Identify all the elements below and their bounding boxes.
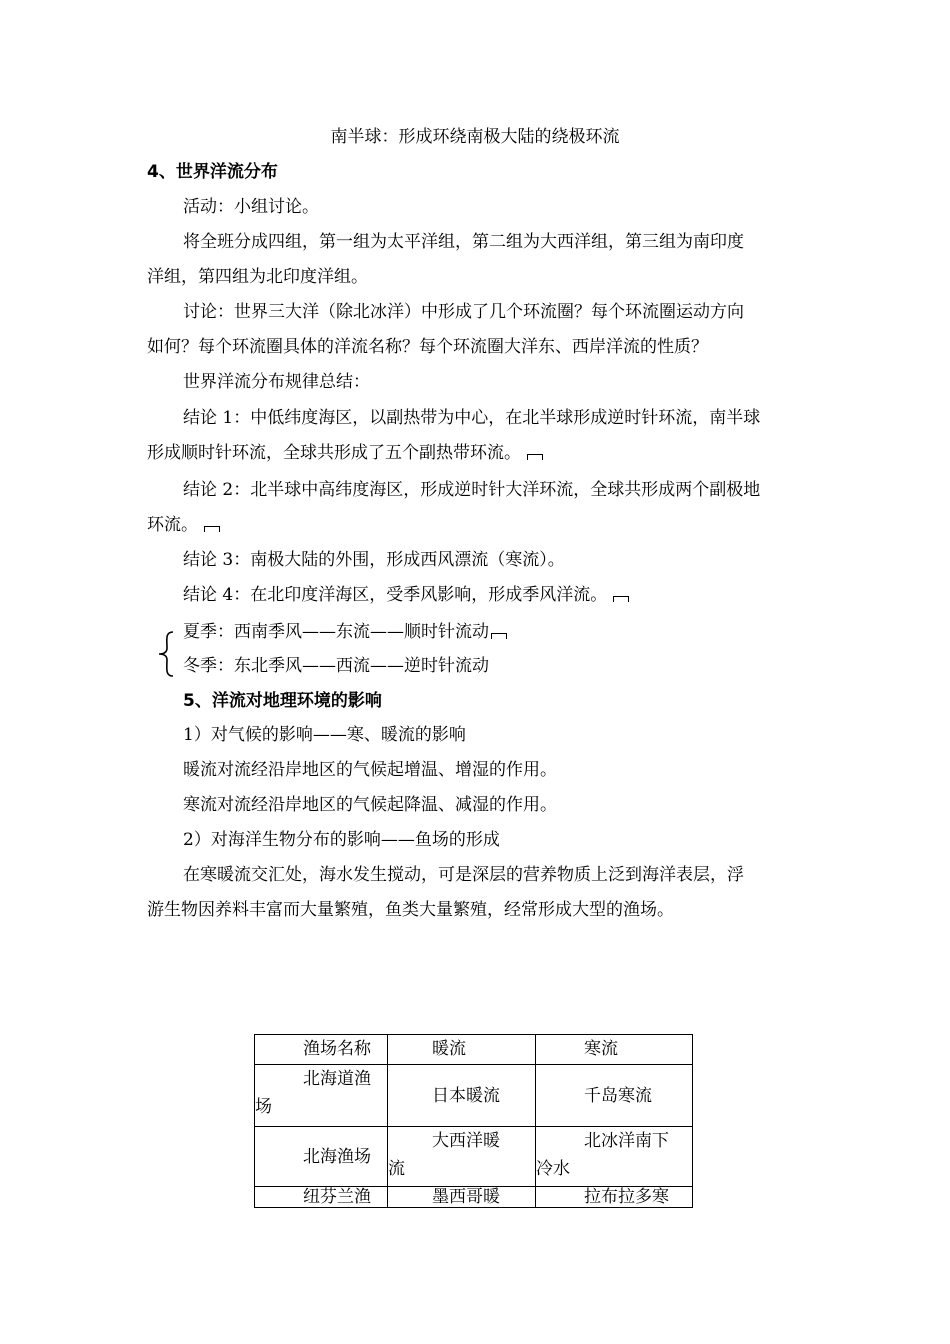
table-cell: [255, 1187, 388, 1208]
cell-text: 北海道渔: [303, 1069, 371, 1089]
conclusion1-line-1: 结论 1：中低纬度海区，以副热带为中心，在北半球形成逆时针环流，南半球: [183, 408, 761, 428]
cell-text: 大西洋暖: [432, 1131, 500, 1151]
header-cell: [255, 1035, 388, 1065]
conclusion3-line: 结论 3：南极大陆的外围，形成西风漂流（寒流）。: [183, 550, 565, 570]
table-cell: [255, 1065, 388, 1127]
bio-text-line-1: 在寒暖流交汇处，海水发生搅动，可是深层的营养物质上泛到海洋表层，浮: [183, 865, 744, 885]
climate-title: 1）对气候的影响——寒、暖流的影响: [183, 725, 466, 745]
header-cold: 寒流: [584, 1039, 618, 1059]
header-name: 渔场名称: [303, 1039, 371, 1059]
conclusion2-line-1: 结论 2：北半球中高纬度海区，形成逆时针大洋环流，全球共形成两个副极地: [183, 480, 761, 500]
grouping-line-1: 将全班分成四组，第一组为太平洋组，第二组为大西洋组，第三组为南印度: [183, 232, 744, 252]
table-cell: [388, 1187, 536, 1208]
section5-heading: 5、洋流对地理环境的影响: [183, 691, 382, 711]
conclusion4-line: [183, 584, 629, 606]
summary-title: 世界洋流分布规律总结：: [183, 372, 370, 392]
conclusion1-text: 形成顺时针环流，全球共形成了五个副热带环流。: [147, 443, 521, 463]
header-cell: [536, 1035, 693, 1065]
cell-text: 拉布拉多寒: [584, 1187, 669, 1207]
intro-line: 南半球：形成环绕南极大陆的绕极环流: [330, 127, 620, 147]
header-cell: [388, 1035, 536, 1065]
table-row: [255, 1127, 693, 1187]
discussion-line-2: 如何？每个环流圈具体的洋流名称？每个环流圈大洋东、西岸洋流的性质？: [147, 337, 708, 357]
cell-text: 日本暖流: [432, 1085, 500, 1106]
fishing-ground-table: [254, 1034, 693, 1208]
table-cell: [536, 1127, 693, 1187]
conclusion2-line-2: [147, 514, 220, 536]
grouping-line-2: 洋组，第四组为北印度洋组。: [147, 267, 368, 287]
edit-mark-icon: [527, 454, 543, 460]
edit-mark-icon: [613, 596, 629, 602]
section4-heading: 4、世界洋流分布: [147, 162, 278, 182]
bio-title: 2）对海洋生物分布的影响——鱼场的形成: [183, 830, 500, 850]
table-cell: [536, 1065, 693, 1127]
discussion-line-1: 讨论：世界三大洋（除北冰洋）中形成了几个环流圈？每个环流圈运动方向: [183, 302, 744, 322]
edit-mark-icon: [204, 526, 220, 532]
edit-mark-icon: [491, 633, 507, 639]
cell-text: 北海渔场: [303, 1146, 371, 1167]
cell-text: 冷水: [536, 1159, 570, 1179]
bio-text-line-2: 游生物因养料丰富而大量繁殖，鱼类大量繁殖，经常形成大型的渔场。: [147, 900, 674, 920]
cell-text: 千岛寒流: [584, 1085, 652, 1106]
summer-line: [183, 621, 507, 643]
table-cell: [255, 1127, 388, 1187]
winter-line: 冬季：东北季风——西流——逆时针流动: [183, 656, 489, 676]
warm-effect-line: 暖流对流经沿岸地区的气候起增温、增湿的作用。: [183, 760, 557, 780]
conclusion4-text: 结论 4：在北印度洋海区，受季风影响，形成季风洋流。: [183, 585, 608, 605]
activity-line: 活动：小组讨论。: [183, 197, 319, 217]
left-brace-icon: [155, 630, 179, 678]
cell-text: 墨西哥暖: [432, 1187, 500, 1207]
header-warm: 暖流: [432, 1039, 466, 1059]
cell-text: 纽芬兰渔: [303, 1187, 371, 1207]
table-row: [255, 1065, 693, 1127]
table-cell: [536, 1187, 693, 1208]
table-header-row: [255, 1035, 693, 1065]
table-row: [255, 1187, 693, 1208]
table-cell: [388, 1127, 536, 1187]
table-cell: [388, 1065, 536, 1127]
cell-text: 场: [255, 1097, 272, 1117]
summer-text: 夏季：西南季风——东流——顺时针流动: [183, 622, 489, 642]
conclusion1-line-2: [147, 442, 543, 464]
cell-text: 北冰洋南下: [584, 1131, 669, 1151]
conclusion2-text: 环流。: [147, 515, 198, 535]
cold-effect-line: 寒流对流经沿岸地区的气候起降温、减湿的作用。: [183, 795, 557, 815]
cell-text: 流: [388, 1159, 405, 1179]
